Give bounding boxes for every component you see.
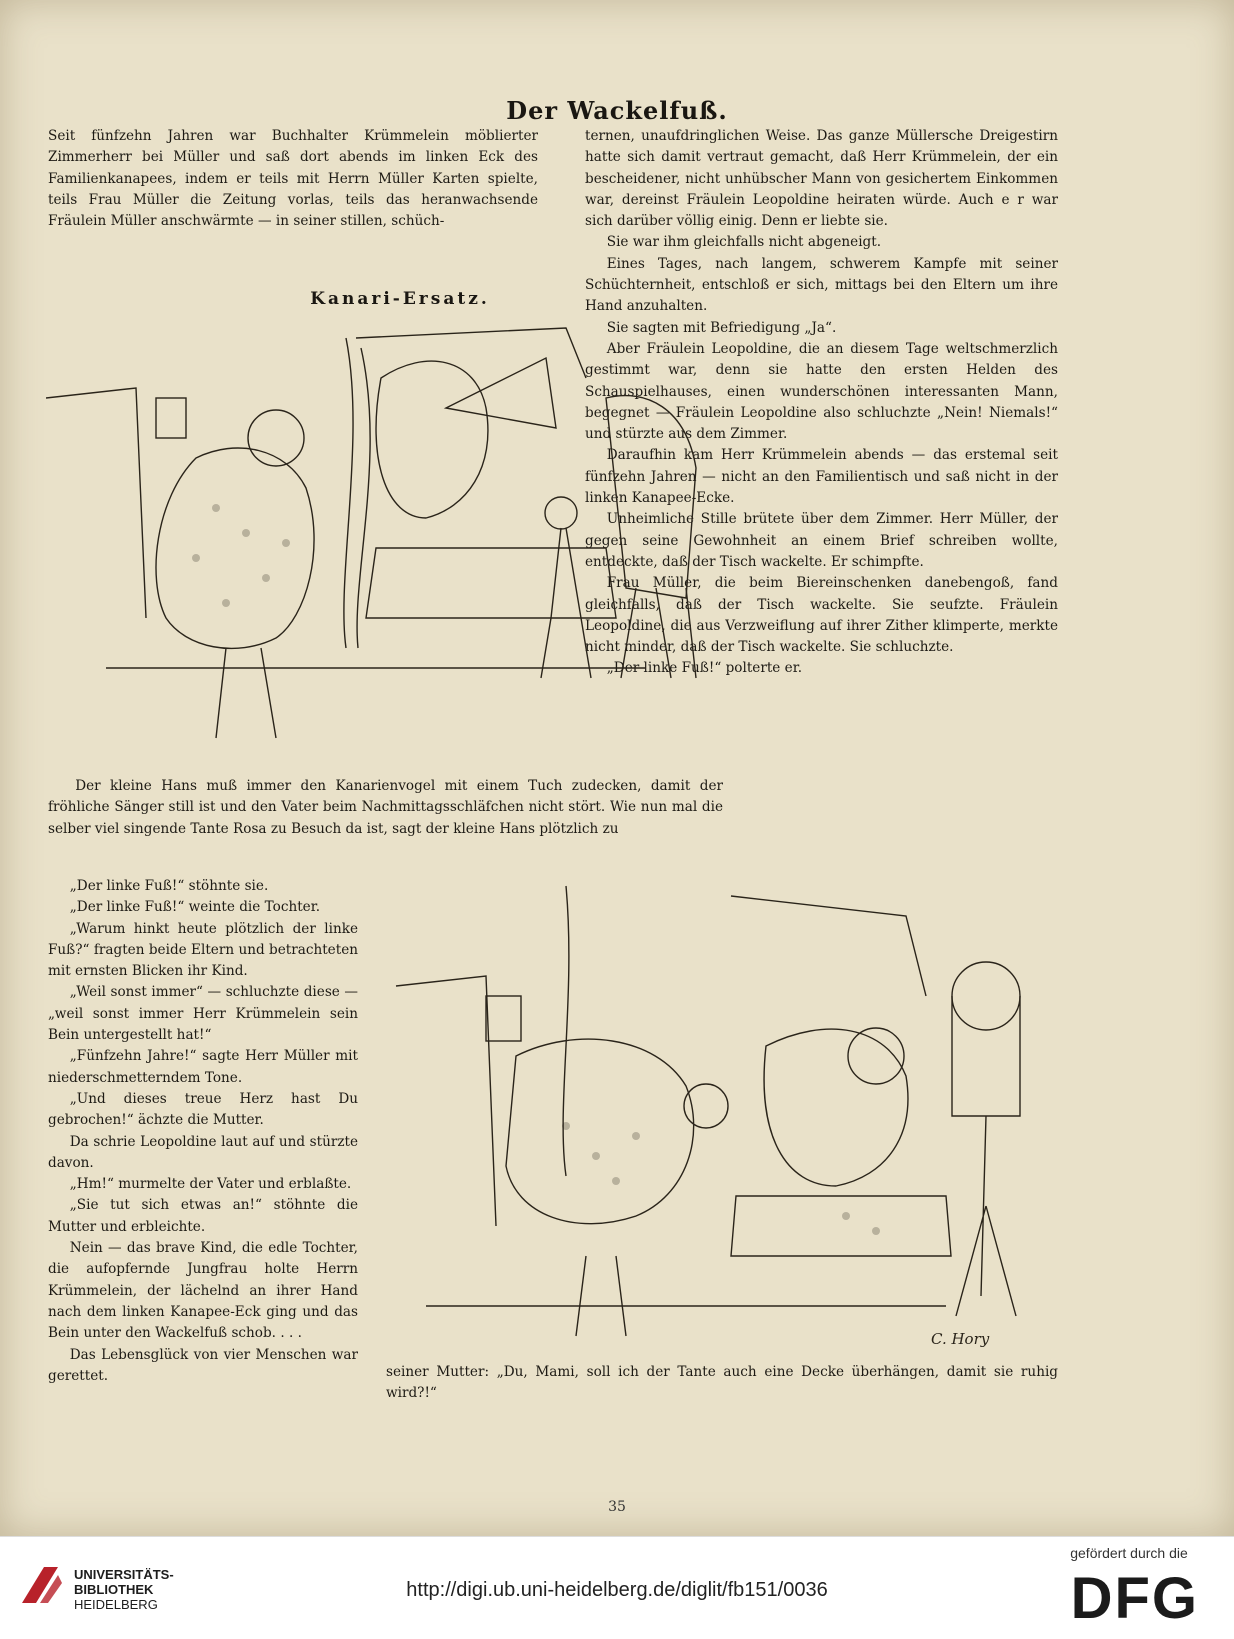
paragraph: „Warum hinkt heute plötzlich der linke Fuß?“ fragten beide Eltern und betrachteten mit ernsten Blicken ihr Kind. bbox=[48, 920, 358, 980]
cartoon-title: Kanari-Ersatz. bbox=[310, 289, 490, 309]
article-column-bottom-left bbox=[48, 876, 358, 1387]
funding-label: gefördert durch die bbox=[1070, 1545, 1188, 1561]
paragraph: Aber Fräulein Leopoldine, die an diesem Tage weltschmerzlich gestimmt war, denn sie hatte den ersten Helden des Schauspielhauses, einen wunderschönen interessanten Mann, begegnet — Fräulein Leopoldine also schluchzte „Nein! Niemals!“ und stürzte aus dem Zimmer. bbox=[585, 340, 1058, 443]
page-number: 35 bbox=[608, 1499, 626, 1515]
cartoon-illustration-bottom bbox=[386, 876, 1064, 1358]
paragraph: Das Lebensglück von vier Menschen war gerettet. bbox=[48, 1346, 358, 1384]
paragraph: Frau Müller, die beim Biereinschenken danebengoß, fand gleichfalls, daß der Tisch wackelte. Sie seufzte. Fräulein Leopoldine, die aus Verzweiflung auf ihrer Zither klimperte, merkte nicht minder, daß der Tisch wackelte. Sie schluchzte. bbox=[585, 575, 1058, 656]
dfg-logo[interactable]: DFG bbox=[1070, 1566, 1199, 1631]
permalink-url[interactable]: http://digi.ub.uni-heidelberg.de/diglit/fb151/0036 bbox=[406, 1579, 828, 1601]
cartoon-caption-top: Der kleine Hans muß immer den Kanarienvogel mit einem Tuch zudecken, damit der fröhliche Sänger still ist und den Vater beim Nachmittagsschläfchen nicht stört. Wie nun mal die selber viel singende Tante Rosa zu Besuch da ist, sagt der kleine Hans plötzlich zu bbox=[48, 778, 723, 837]
paragraph: „Der linke Fuß!“ stöhnte sie. bbox=[69, 878, 269, 894]
article-title: Der Wackelfuß. bbox=[506, 96, 728, 125]
paragraph: Nein — das brave Kind, die edle Tochter, die aufopfernde Jungfrau holte Herrn Krümmelein, der lächelnd an ihrer Hand nach dem linken Kanapee-Eck ging und das Bein unter den Wackelfuß schob. . . . bbox=[48, 1240, 358, 1342]
paragraph: „Sie tut sich etwas an!“ stöhnte die Mutter und erbleichte. bbox=[48, 1197, 358, 1235]
paragraph: ternen, unaufdringlichen Weise. Das ganze Müllersche Dreigestirn hatte sich damit vertraut gemacht, daß Herr Krümmelein, der ein bescheidener, nicht unhübscher Mann von gesichertem Einkommen war, dereinst Fräulein Leopoldine heiraten würde. Auch e r war sich darüber völlig einig. Denn er liebte sie. bbox=[585, 128, 1058, 230]
cartoon-illustration-top bbox=[46, 318, 706, 778]
viewer-footer bbox=[0, 1536, 1234, 1639]
artist-signature: C. Hory bbox=[931, 1330, 990, 1348]
paragraph: „Hm!“ murmelte der Vater und erblaßte. bbox=[69, 1176, 352, 1193]
paragraph: „Und dieses treue Herz hast Du gebrochen!“ ächzte die Mutter. bbox=[48, 1090, 358, 1129]
paragraph: „Der linke Fuß!“ weinte die Tochter. bbox=[69, 899, 321, 916]
cartoon-caption-bottom: seiner Mutter: „Du, Mami, soll ich der Tante auch eine Decke überhängen, damit sie ruhig wird?!“ bbox=[386, 1364, 1058, 1402]
paragraph: „Der linke Fuß!“ polterte er. bbox=[606, 660, 803, 677]
paragraph: Seit fünfzehn Jahren war Buchhalter Krümmelein möblierter Zimmerherr bei Müller und saß dort abends im linken Eck des Familienkanapees, indem er teils mit Herrn Müller Karten spielte, teils Frau Müller die Zeitung vorlas, teils das heranwachsende Fräulein Müller anschwärmte — in seiner stillen, schüch- bbox=[48, 128, 538, 230]
paragraph: Da schrie Leopoldine laut auf und stürzte davon. bbox=[48, 1133, 358, 1171]
paragraph: „Weil sonst immer“ — schluchzte diese — „weil sonst immer Herr Krümmelein sein Bein untergestellt hat!“ bbox=[48, 984, 358, 1044]
paragraph: Sie war ihm gleichfalls nicht abgeneigt. bbox=[606, 234, 882, 251]
paragraph: Daraufhin kam Herr Krümmelein abends — das erstemal seit fünfzehn Jahren — nicht an den Familientisch und saß nicht in der linken Kanapee-Ecke. bbox=[585, 447, 1058, 507]
paragraph: Sie sagten mit Befriedigung „Ja“. bbox=[606, 319, 837, 336]
article-column-left bbox=[48, 126, 538, 232]
paragraph: „Fünfzehn Jahre!“ sagte Herr Müller mit niederschmetterndem Tone. bbox=[48, 1048, 358, 1086]
university-library-name[interactable]: UNIVERSITÄTS- BIBLIOTHEK HEIDELBERG bbox=[74, 1567, 174, 1612]
paragraph: Unheimliche Stille brütete über dem Zimmer. Herr Müller, der gegen seine Gewohnheit an einem Brief schreiben wollte, entdeckte, daß der Tisch wackelte. Er schimpfte. bbox=[585, 511, 1058, 570]
paragraph: Eines Tages, nach langem, schwerem Kampfe mit seiner Schüchternheit, entschloß er sich, mittags bei den Eltern um ihre Hand anzuhalten. bbox=[585, 255, 1058, 315]
